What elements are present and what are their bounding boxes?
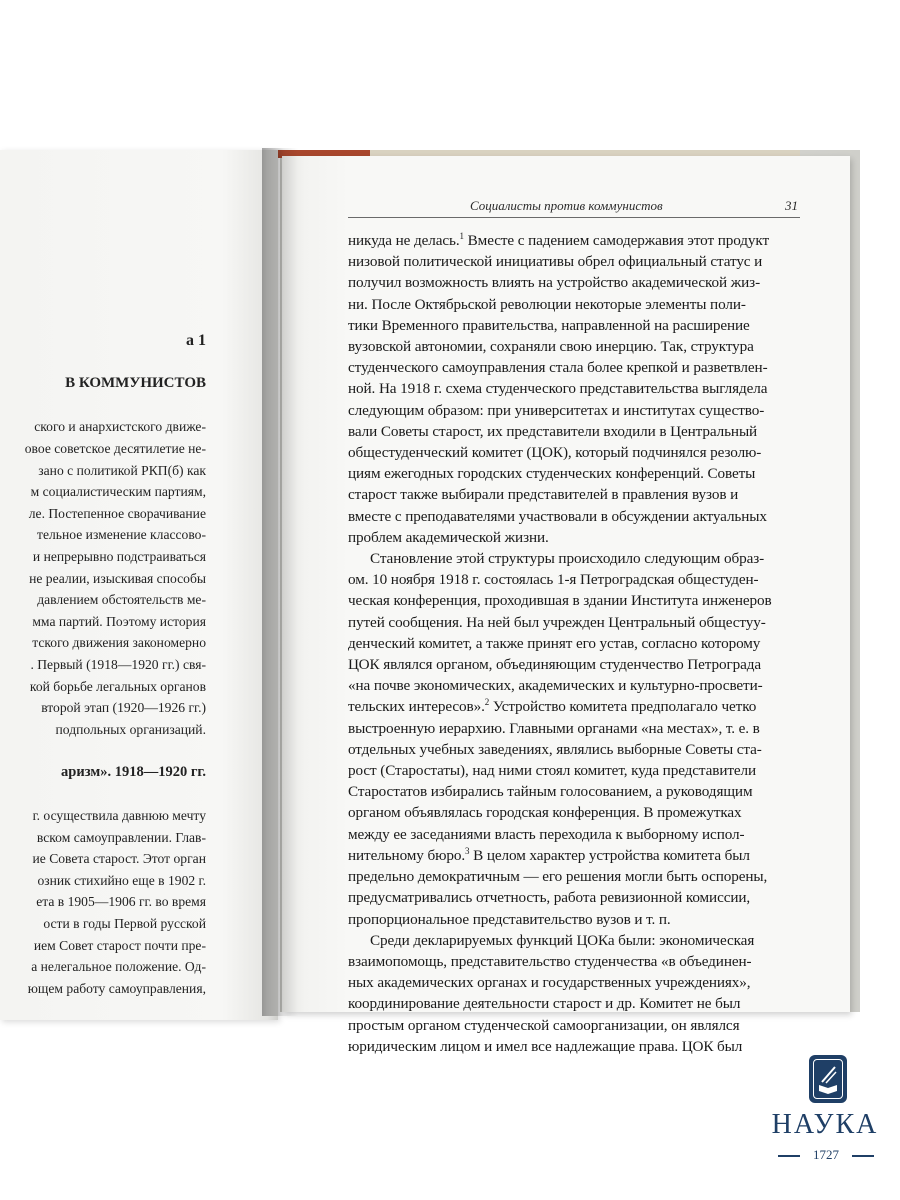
text-line: денческий комитет, а также принят его устав, согласно которому: [348, 634, 761, 652]
text-line: отдельных учебных заведениях, являлись выборные Советы ста-: [348, 740, 762, 758]
text-line: ни. После Октябрьской революции некоторые элементы поли-: [348, 295, 746, 313]
text-line: следующим образом: при университетах и институтах существо-: [348, 401, 765, 419]
left-line: . Первый (1918—1920 гг.) свя-: [30, 656, 206, 672]
text-line: пропорциональное представительство вузов и т. п.: [348, 910, 671, 928]
left-line: зано с политикой РКП(б) как: [38, 462, 206, 478]
left-line: ием Совет старост почти пре-: [33, 937, 206, 953]
running-head: [348, 196, 800, 216]
text-line: тики Временного правительства, направленной на расширение: [348, 316, 750, 334]
paragraph: [348, 230, 800, 548]
text-line: Вместе с падением самодержавия этот продукт: [463, 232, 770, 249]
left-line: овое советское десятилетие не-: [24, 440, 206, 456]
footnote-ref: 3: [465, 845, 470, 856]
chapter-fragment: а 1: [186, 332, 206, 349]
left-line: мма партий. Поэтому история: [32, 613, 206, 629]
left-line: ского и анархистского движе-: [34, 419, 206, 435]
text-line: путей сообщения. На ней был учрежден Центральный общестуу-: [348, 613, 766, 631]
footnote-ref: 2: [484, 697, 490, 708]
text-line: ных академических органах и государственных учреждениях»,: [348, 974, 751, 992]
left-line: и непрерывно подстраиваться: [32, 548, 206, 564]
text-line: юридическим лицом и имел все надлежащие права. ЦОК был: [348, 1037, 743, 1055]
spine-shadow: [262, 148, 298, 1016]
left-line: м социалистическим партиям,: [30, 484, 206, 500]
text-line: получил возможность влиять на устройство академической жиз-: [348, 274, 761, 292]
text-line: ЦОК являлся органом, объединяющим студенчество Петрограда: [348, 656, 762, 674]
text-line: простым органом студенческой самоорганизации, он являлся: [348, 1016, 740, 1034]
text-line: взаимопомощь, представительство студенчества «в объединен-: [348, 952, 752, 970]
publisher-logo: [770, 1055, 880, 1165]
text-line: рост (Старостаты), над ними стоял комитет, куда представители: [348, 762, 757, 780]
footnote-ref: 1: [459, 230, 464, 241]
text-line: студенческого самоуправления стала более крепкой и разветвлен-: [348, 359, 768, 377]
left-line: тского движения закономерно: [32, 635, 206, 651]
running-head-title: Социалисты против коммунистов: [470, 198, 663, 213]
text-line: циям ежегодных городских студенческих конференций. Советы: [348, 465, 756, 483]
section-heading-fragment: аризм». 1918—1920 гг.: [61, 763, 206, 780]
text-line: ческая конференция, проходившая в здании Института инженеров: [348, 592, 772, 610]
left-line: вском самоуправлении. Глав-: [36, 829, 206, 845]
left-line: подпольных организаций.: [55, 721, 206, 737]
body-text: [348, 230, 800, 1057]
left-page: [0, 150, 278, 1020]
text-line: вместе с преподавателями участвовали в обсуждении актуальных: [348, 507, 767, 525]
text-line: органом объявлялась городская конференция. В промежутках: [348, 804, 742, 822]
paragraph: [348, 930, 800, 1057]
text-line: между ее заседаниями власть переходила к выборному испол-: [348, 825, 745, 843]
text-line: Старостатов избирались тайным голосованием, а руководящим: [348, 783, 753, 801]
text-line: Среди декларируемых функций ЦОКа были: экономическая: [370, 931, 755, 949]
left-line: ости в годы Первой русской: [43, 916, 206, 932]
text-line: выстроенную иерархию. Главными органами «на местах», т. е. в: [348, 719, 760, 737]
text-line: старост также выбирали представителей в правления вузов и: [348, 486, 739, 504]
left-line: ета в 1905—1906 гг. во время: [36, 894, 206, 910]
chapter-title-fragment: В КОММУНИСТОВ: [65, 375, 206, 392]
text-line: никуда не делась.: [348, 232, 460, 249]
header-rule: [348, 217, 800, 218]
left-line: второй этап (1920—1926 гг.): [41, 700, 206, 716]
text-line: тельских интересов».: [348, 698, 485, 716]
text-line: Устройство комитета предполагало четко: [489, 698, 757, 716]
text-line: низовой политической инициативы обрел официальный статус и: [348, 253, 763, 271]
publisher-year: 1727: [813, 1147, 839, 1162]
text-line: проблем академической жизни.: [348, 528, 549, 546]
text-line: нительному бюро.: [348, 846, 466, 864]
left-line: ие Совета старост. Этот орган: [32, 851, 206, 867]
left-line: тельное изменение классово-: [37, 527, 206, 543]
left-line: ле. Постепенное сворачивание: [28, 505, 206, 521]
left-line: не реалии, изыскивая способы: [29, 570, 206, 586]
paragraph: [348, 548, 800, 930]
text-line: вузовской автономии, сохраняли свою инерцию. Так, структура: [348, 338, 754, 356]
text-line: «на почве экономических, академических и культурно-просвети-: [348, 677, 763, 695]
left-page-text: [0, 330, 206, 999]
text-line: общестуденческий комитет (ЦОК), который подчинялся резолю-: [348, 444, 762, 462]
left-line: г. осуществила давнюю мечту: [32, 808, 206, 824]
text-line: В целом характер устройства комитета был: [469, 846, 750, 864]
text-line: координирование деятельности старост и др. Комитет не был: [348, 995, 741, 1013]
publisher-year-row: [778, 1147, 874, 1163]
text-line: предусматривались отчетность, работа ревизионной комиссии,: [348, 889, 751, 907]
text-line: предельно демократичным — его решения могли быть оспорены,: [348, 868, 768, 886]
publisher-name: НАУКА: [771, 1109, 879, 1140]
text-line: ом. 10 ноября 1918 г. состоялась 1-я Петроградская общестуден-: [348, 571, 759, 589]
left-line: ющем работу самоуправления,: [27, 980, 206, 996]
left-line: а нелегальное положение. Од-: [31, 959, 206, 975]
text-line: ной. На 1918 г. схема студенческого представительства выглядела: [348, 380, 768, 398]
text-line: Становление этой структуры происходило следующим образ-: [370, 550, 765, 568]
left-line: давлением обстоятельств ме-: [37, 592, 206, 608]
book-emblem-icon: [809, 1055, 847, 1103]
left-line: озник стихийно еще в 1902 г.: [37, 872, 206, 888]
text-line: вали Советы старост, их представители входили в Центральный: [348, 422, 758, 440]
left-line: кой борьбе легальных органов: [29, 678, 206, 694]
page-number: 31: [785, 198, 798, 213]
